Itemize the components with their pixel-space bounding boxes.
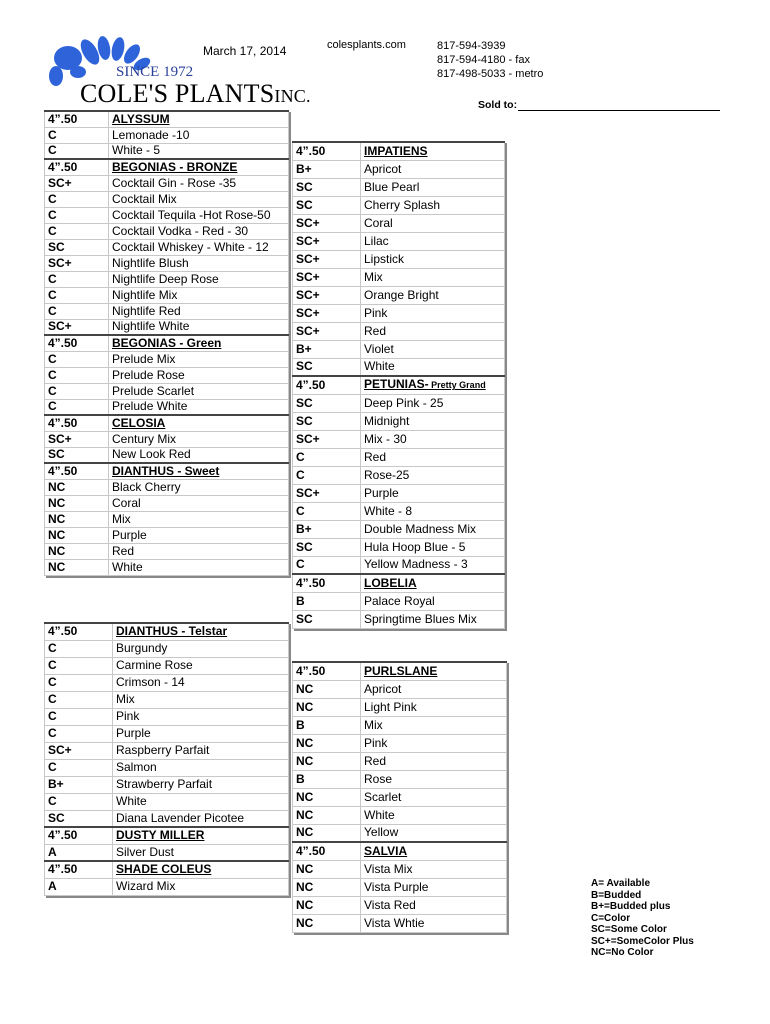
availability-code: C	[45, 143, 109, 159]
plant-name: Wizard Mix	[113, 878, 289, 895]
plant-name: Salmon	[113, 759, 289, 776]
table-row	[293, 232, 505, 250]
plant-name: Pink	[361, 734, 507, 752]
table-row	[293, 860, 507, 878]
table-row	[45, 844, 289, 861]
availability-code: SC+	[293, 430, 361, 448]
table-row	[45, 351, 289, 367]
plant-name: Midnight	[361, 412, 505, 430]
availability-code: C	[45, 399, 109, 415]
section-size: 4”.50	[45, 623, 113, 640]
availability-code: SC+	[293, 322, 361, 340]
right-inventory-table-1	[292, 141, 505, 629]
table-row	[293, 322, 505, 340]
table-row	[45, 810, 289, 827]
table-row	[45, 303, 289, 319]
section-size: 4”.50	[45, 861, 113, 878]
table-row	[45, 127, 289, 143]
availability-code: NC	[45, 559, 109, 575]
availability-code: NC	[293, 806, 361, 824]
availability-code: SC	[45, 447, 109, 463]
table-row	[293, 412, 505, 430]
plant-name: Vista Mix	[361, 860, 507, 878]
availability-code: SC+	[45, 431, 109, 447]
availability-code: C	[45, 640, 113, 657]
table-row	[293, 484, 505, 502]
section-header	[45, 159, 289, 175]
plant-name: Coral	[361, 214, 505, 232]
section-header	[45, 463, 289, 479]
availability-code: C	[45, 271, 109, 287]
table-row	[45, 691, 289, 708]
table-row	[45, 640, 289, 657]
table-row	[45, 657, 289, 674]
availability-code: SC+	[293, 286, 361, 304]
availability-code: SC+	[45, 319, 109, 335]
table-row	[293, 196, 505, 214]
availability-code: B+	[45, 776, 113, 793]
plant-name: Apricot	[361, 160, 505, 178]
availability-code: C	[45, 383, 109, 399]
section-header	[45, 415, 289, 431]
section-title: LOBELIA	[361, 574, 505, 592]
availability-code: NC	[293, 680, 361, 698]
table-row	[293, 914, 507, 932]
plant-name: Hula Hoop Blue - 5	[361, 538, 505, 556]
availability-code: SC+	[45, 175, 109, 191]
plant-name: Vista Purple	[361, 878, 507, 896]
availability-code: SC	[293, 412, 361, 430]
code-legend	[591, 878, 694, 959]
availability-code: B+	[293, 340, 361, 358]
plant-name: Prelude Rose	[109, 367, 289, 383]
availability-code: C	[293, 466, 361, 484]
availability-code: SC	[45, 810, 113, 827]
table-row	[293, 466, 505, 484]
table-row	[293, 698, 507, 716]
availability-code: SC+	[45, 742, 113, 759]
company-name	[80, 79, 311, 109]
availability-code: B	[293, 770, 361, 788]
table-row	[293, 538, 505, 556]
availability-code: C	[45, 691, 113, 708]
plant-name: Violet	[361, 340, 505, 358]
table-row	[45, 878, 289, 895]
legend-item: C=Color	[591, 912, 631, 924]
plant-name: Vista Whtie	[361, 914, 507, 932]
availability-code: C	[45, 303, 109, 319]
availability-code: C	[45, 759, 113, 776]
availability-code: NC	[293, 860, 361, 878]
section-size: 4”.50	[293, 574, 361, 592]
plant-name: Purple	[113, 725, 289, 742]
plant-name: Rose	[361, 770, 507, 788]
section-header	[45, 335, 289, 351]
section-size: 4”.50	[45, 415, 109, 431]
availability-code: C	[45, 725, 113, 742]
section-header	[293, 376, 505, 394]
section-title: BEGONIAS - BRONZE	[109, 159, 289, 175]
section-title: DUSTY MILLER	[113, 827, 289, 844]
plant-name: Cocktail Gin - Rose -35	[109, 175, 289, 191]
plant-name: Scarlet	[361, 788, 507, 806]
plant-name: Red	[361, 322, 505, 340]
plant-name: Lilac	[361, 232, 505, 250]
phone-main: 817-594-3939	[437, 40, 506, 52]
plant-name: Double Madness Mix	[361, 520, 505, 538]
table-row	[45, 191, 289, 207]
table-row	[293, 520, 505, 538]
table-row	[293, 556, 505, 574]
plant-name: Deep Pink - 25	[361, 394, 505, 412]
availability-code: SC	[293, 196, 361, 214]
table-row	[293, 752, 507, 770]
section-title: SALVIA	[361, 842, 507, 860]
table-row	[45, 708, 289, 725]
plant-name: Silver Dust	[113, 844, 289, 861]
availability-code: B+	[293, 520, 361, 538]
section-size: 4”.50	[293, 842, 361, 860]
plant-name: Rose-25	[361, 466, 505, 484]
phone-fax: 817-594-4180 - fax	[437, 54, 530, 66]
table-row	[45, 399, 289, 415]
since-text: SINCE 1972	[116, 64, 194, 80]
availability-code: SC+	[293, 232, 361, 250]
plant-name: Cocktail Tequila -Hot Rose-50	[109, 207, 289, 223]
table-row	[293, 716, 507, 734]
table-row	[45, 725, 289, 742]
plant-name: Mix	[361, 716, 507, 734]
availability-code: NC	[293, 698, 361, 716]
table-row	[293, 250, 505, 268]
plant-name: Pink	[113, 708, 289, 725]
plant-name: Crimson - 14	[113, 674, 289, 691]
plant-name: Blue Pearl	[361, 178, 505, 196]
plant-name: Mix	[113, 691, 289, 708]
section-title: BEGONIAS - Green	[109, 335, 289, 351]
table-row	[45, 175, 289, 191]
availability-code: C	[45, 223, 109, 239]
table-row	[45, 511, 289, 527]
availability-code: NC	[293, 788, 361, 806]
plant-name: Red	[109, 543, 289, 559]
table-row	[293, 304, 505, 322]
section-size: 4”.50	[45, 463, 109, 479]
section-title: IMPATIENS	[361, 142, 505, 160]
plant-name: Cocktail Whiskey - White - 12	[109, 239, 289, 255]
availability-code: SC	[45, 239, 109, 255]
table-row	[293, 610, 505, 628]
table-row	[45, 527, 289, 543]
section-size: 4”.50	[45, 111, 109, 127]
section-size: 4”.50	[45, 335, 109, 351]
plant-name: Nightlife Blush	[109, 255, 289, 271]
availability-code: C	[293, 502, 361, 520]
plant-name: White - 8	[361, 502, 505, 520]
left-inventory-table-1	[44, 110, 289, 576]
availability-code: C	[45, 367, 109, 383]
plant-name: Apricot	[361, 680, 507, 698]
availability-code: SC	[293, 358, 361, 376]
table-row	[45, 447, 289, 463]
availability-code: C	[293, 448, 361, 466]
table-row	[293, 160, 505, 178]
section-header	[293, 842, 507, 860]
plant-name: Mix - 30	[361, 430, 505, 448]
availability-code: NC	[45, 543, 109, 559]
phone-list	[437, 39, 543, 81]
table-row	[293, 896, 507, 914]
table-row	[45, 143, 289, 159]
plant-name: White	[113, 793, 289, 810]
availability-code: SC	[293, 610, 361, 628]
availability-code: SC+	[293, 268, 361, 286]
legend-item: B+=Budded plus	[591, 901, 671, 912]
table-row	[293, 448, 505, 466]
table-row	[45, 495, 289, 511]
phone-metro: 817-498-5033 - metro	[437, 68, 544, 80]
plant-name: New Look Red	[109, 447, 289, 463]
plant-name: Palace Royal	[361, 592, 505, 610]
plant-name: Vista Red	[361, 896, 507, 914]
plant-name: White	[361, 358, 505, 376]
table-row	[45, 239, 289, 255]
plant-name: Nightlife Red	[109, 303, 289, 319]
plant-name: Red	[361, 448, 505, 466]
plant-name: White	[109, 559, 289, 575]
plant-name: Coral	[109, 495, 289, 511]
table-row	[45, 543, 289, 559]
left-inventory-table-2	[44, 622, 289, 896]
availability-code: C	[45, 657, 113, 674]
table-row	[293, 734, 507, 752]
plant-name: Pink	[361, 304, 505, 322]
availability-code: NC	[45, 495, 109, 511]
availability-code: C	[45, 127, 109, 143]
table-row	[45, 759, 289, 776]
section-header	[45, 861, 289, 878]
availability-code: A	[45, 844, 113, 861]
sold-to-label: Sold to:	[478, 99, 518, 111]
availability-code: B	[293, 592, 361, 610]
plant-name: Purple	[361, 484, 505, 502]
table-row	[293, 824, 507, 842]
plant-name: Mix	[109, 511, 289, 527]
table-row	[293, 286, 505, 304]
availability-code: C	[45, 191, 109, 207]
plant-name: Raspberry Parfait	[113, 742, 289, 759]
table-row	[293, 502, 505, 520]
availability-code: B	[293, 716, 361, 734]
table-row	[293, 214, 505, 232]
table-row	[45, 383, 289, 399]
section-title: DIANTHUS - Telstar	[113, 623, 289, 640]
table-row	[45, 559, 289, 575]
availability-code: SC	[293, 178, 361, 196]
plant-name: Yellow Madness - 3	[361, 556, 505, 574]
availability-code: SC+	[293, 214, 361, 232]
section-size: 4”.50	[45, 159, 109, 175]
table-row	[293, 680, 507, 698]
plant-name: Nightlife White	[109, 319, 289, 335]
availability-code: NC	[293, 824, 361, 842]
table-row	[45, 367, 289, 383]
plant-name: Burgundy	[113, 640, 289, 657]
table-row	[45, 742, 289, 759]
table-row	[45, 793, 289, 810]
sold-to	[478, 99, 720, 111]
plant-name: Century Mix	[109, 431, 289, 447]
availability-code: NC	[45, 479, 109, 495]
table-row	[293, 770, 507, 788]
section-size: 4”.50	[45, 827, 113, 844]
section-size: 4”.50	[293, 662, 361, 680]
table-row	[293, 788, 507, 806]
plant-name: Nightlife Deep Rose	[109, 271, 289, 287]
table-row	[293, 878, 507, 896]
availability-code: NC	[293, 914, 361, 932]
availability-code: SC+	[45, 255, 109, 271]
right-inventory-table-2	[292, 661, 507, 933]
table-row	[293, 806, 507, 824]
section-header	[45, 827, 289, 844]
availability-code: SC	[293, 394, 361, 412]
availability-code: SC+	[293, 250, 361, 268]
section-header	[45, 623, 289, 640]
plant-name: Nightlife Mix	[109, 287, 289, 303]
plant-name: Prelude Mix	[109, 351, 289, 367]
legend-item: NC=No Color	[591, 947, 654, 958]
company-suffix: INC.	[274, 86, 311, 106]
section-header	[45, 111, 289, 127]
plant-name: White - 5	[109, 143, 289, 159]
availability-code: NC	[293, 752, 361, 770]
section-size: 4”.50	[293, 376, 361, 394]
table-row	[293, 340, 505, 358]
section-size: 4”.50	[293, 142, 361, 160]
plant-name: Orange Bright	[361, 286, 505, 304]
availability-code: C	[45, 351, 109, 367]
plant-name: White	[361, 806, 507, 824]
availability-code: NC	[45, 527, 109, 543]
plant-name: Prelude White	[109, 399, 289, 415]
plant-name: Purple	[109, 527, 289, 543]
table-row	[45, 674, 289, 691]
table-row	[45, 271, 289, 287]
legend-item: SC+=SomeColor Plus	[591, 935, 694, 947]
table-row	[45, 479, 289, 495]
availability-code: SC	[293, 538, 361, 556]
section-header	[293, 142, 505, 160]
table-row	[293, 394, 505, 412]
availability-code: B+	[293, 160, 361, 178]
availability-code: C	[45, 708, 113, 725]
company-name-text: COLE'S PLANTS	[80, 79, 275, 108]
website: colesplants.com	[327, 39, 406, 51]
plant-name: Prelude Scarlet	[109, 383, 289, 399]
plant-name: Cocktail Vodka - Red - 30	[109, 223, 289, 239]
availability-code: C	[45, 207, 109, 223]
availability-code: NC	[293, 896, 361, 914]
plant-name: Black Cherry	[109, 479, 289, 495]
plant-name: Cherry Splash	[361, 196, 505, 214]
section-title: CELOSIA	[109, 415, 289, 431]
table-row	[45, 776, 289, 793]
table-row	[45, 207, 289, 223]
availability-code: SC+	[293, 484, 361, 502]
plant-name: Yellow	[361, 824, 507, 842]
section-title: PURLSLANE	[361, 662, 507, 680]
date: March 17, 2014	[203, 44, 287, 58]
plant-name: Light Pink	[361, 698, 507, 716]
table-row	[293, 592, 505, 610]
plant-name: Mix	[361, 268, 505, 286]
availability-code: A	[45, 878, 113, 895]
table-row	[293, 358, 505, 376]
section-title: ALYSSUM	[109, 111, 289, 127]
availability-code: NC	[293, 734, 361, 752]
plant-name: Cocktail Mix	[109, 191, 289, 207]
plant-name: Carmine Rose	[113, 657, 289, 674]
availability-code: C	[45, 287, 109, 303]
plant-name: Lipstick	[361, 250, 505, 268]
legend-item: SC=Some Color	[591, 924, 667, 935]
plant-name: Lemonade -10	[109, 127, 289, 143]
table-row	[45, 319, 289, 335]
plant-name: Springtime Blues Mix	[361, 610, 505, 628]
availability-code: C	[45, 674, 113, 691]
section-title: PETUNIAS- Pretty Grand	[361, 376, 505, 394]
table-row	[45, 255, 289, 271]
legend-item: B=Budded	[591, 889, 642, 901]
availability-code: NC	[293, 878, 361, 896]
sold-to-line	[518, 110, 720, 111]
table-row	[45, 287, 289, 303]
table-row	[45, 431, 289, 447]
section-header	[293, 662, 507, 680]
availability-code: C	[45, 793, 113, 810]
plant-name: Strawberry Parfait	[113, 776, 289, 793]
availability-code: SC+	[293, 304, 361, 322]
section-title: DIANTHUS - Sweet	[109, 463, 289, 479]
table-row	[293, 268, 505, 286]
section-header	[293, 574, 505, 592]
table-row	[293, 430, 505, 448]
plant-name: Diana Lavender Picotee	[113, 810, 289, 827]
legend-item: A= Available	[591, 878, 651, 889]
table-row	[45, 223, 289, 239]
plant-name: Red	[361, 752, 507, 770]
table-row	[293, 178, 505, 196]
availability-code: C	[293, 556, 361, 574]
availability-code: NC	[45, 511, 109, 527]
section-title: SHADE COLEUS	[113, 861, 289, 878]
